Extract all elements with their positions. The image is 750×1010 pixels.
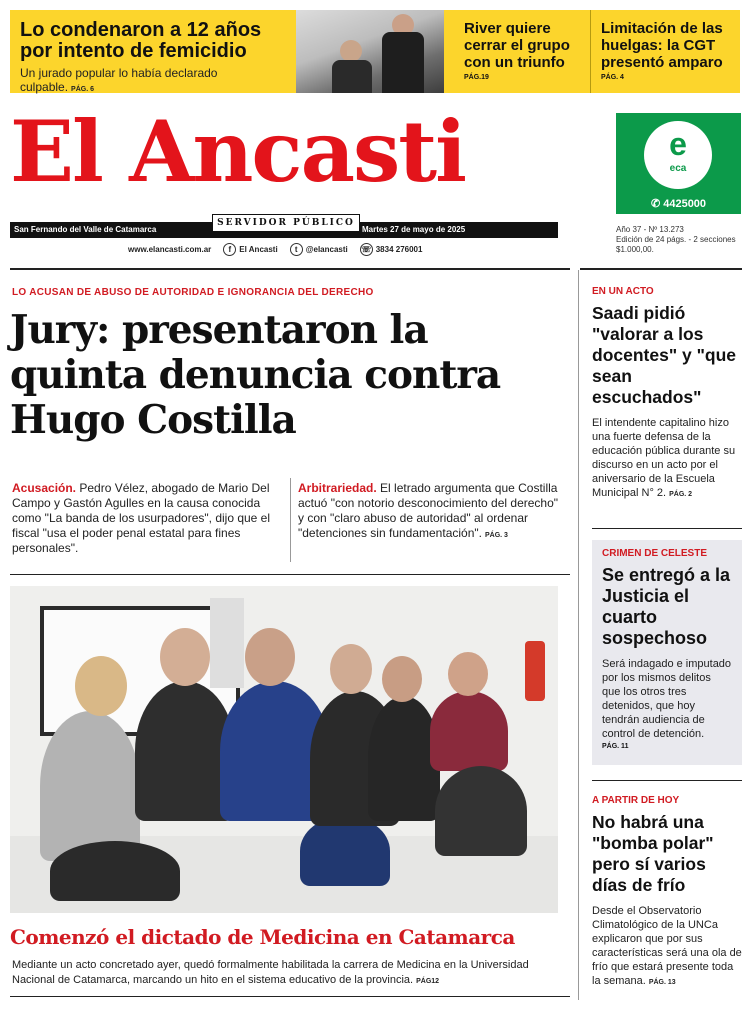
photo-story-text: Mediante un acto concretado ayer, quedó formalmente habilitada la carrera de Medicina en la Universidad Nacional de Catamarca, marcando un hito en el sistema educativo de la provincia. PÁG12 (12, 959, 529, 986)
newspaper-logo[interactable]: El Ancasti (10, 102, 466, 201)
twitter-link[interactable]: t @elancasti (290, 243, 348, 256)
divider (592, 528, 742, 529)
masthead-location: San Fernando del Valle de Catamarca (14, 225, 157, 234)
promo-femicidio-text: Un jurado popular lo había declarado culpable. PÁG. 6 (20, 66, 218, 94)
contacts-row (128, 243, 422, 256)
promo-river-page: PÁG.19 (464, 74, 489, 81)
eca-e-icon: e (669, 126, 687, 162)
main-column-2: Arbitrariedad. El letrado argumenta que Costilla actuó "con notorio desconocimiento del derecho" y con "claro abuso de autoridad" al ordenar "detenciones sin fundamentación". PÁG. 3 (298, 481, 559, 540)
divider (10, 996, 570, 997)
medicina-photo (10, 586, 558, 913)
promo-cgt-title: Limitación de las huelgas: la CGT presentó amparo (601, 20, 723, 71)
twitter-icon: t (290, 243, 303, 256)
masthead-date: Martes 27 de mayo de 2025 (362, 225, 466, 234)
eca-phone: ✆ 4425000 (650, 198, 707, 210)
main-kicker: LO ACUSAN DE ABUSO DE AUTORIDAD E IGNORANCIA DEL DERECHO (12, 287, 374, 298)
sidebar-headline: Se entregó a la Justicia el cuarto sospechoso (602, 565, 731, 648)
promo-femicidio-title: Lo condenaron a 12 años por intento de femicidio (20, 19, 262, 62)
website-link[interactable]: www.elancasti.com.ar (128, 245, 212, 254)
sidebar-text: El intendente capitalino hizo una fuerte defensa de la educación pública durante su discurso en un acto por el aniversario de la Escuela Municipal N° 2. PÁG. 2 (592, 417, 736, 499)
whatsapp-icon: ☏ (361, 245, 372, 254)
whatsapp-link[interactable]: ☏ 3834 276001 (361, 245, 423, 254)
sidebar-story-celeste[interactable] (592, 540, 742, 765)
promo-river-title: River quiere cerrar el grupo con un triunfo (464, 20, 570, 71)
promo-river[interactable] (444, 10, 590, 93)
divider (10, 268, 570, 270)
promo-photo (296, 10, 444, 93)
sidebar-text: Desde el Observatorio Climatológico de la UNCa explicaron que por sus características será una ola de frío que estará presente toda la semana. PÁG. 13 (592, 905, 742, 987)
sidebar-story-frio[interactable] (592, 795, 742, 990)
promo-cgt[interactable] (590, 10, 740, 93)
masthead-tagline: SERVIDOR PÚBLICO (212, 214, 360, 232)
column-divider (290, 478, 291, 562)
divider (592, 780, 742, 781)
sidebar-kicker: A PARTIR DE HOY (592, 795, 680, 806)
fire-extinguisher (525, 641, 545, 701)
sidebar-page: PÁG. 11 (602, 743, 629, 750)
edition-info: Año 37 - Nº 13.273 Edición de 24 págs. - 2 secciones $1.000,00. (616, 225, 736, 254)
promo-cgt-page: PÁG. 4 (601, 74, 624, 81)
sidebar-headline: No habrá una "bomba polar" pero sí varios días de frío (592, 812, 714, 895)
sidebar-kicker: CRIMEN DE CELESTE (602, 548, 708, 559)
divider (580, 268, 742, 270)
main-headline[interactable]: Jury: presentaron la quinta denuncia contra Hugo Costilla (10, 307, 501, 443)
eca-advertisement[interactable] (616, 113, 741, 214)
column-divider (578, 270, 579, 1000)
photo-story-headline[interactable]: Comenzó el dictado de Medicina en Catamarca (10, 925, 515, 949)
facebook-icon: f (223, 243, 236, 256)
sidebar-headline: Saadi pidió "valorar a los docentes" y "que sean escuchados" (592, 303, 736, 407)
facebook-link[interactable]: f El Ancasti (223, 243, 277, 256)
sidebar-text: Será indagado e imputado por los mismos delitos que los otros tres detenidos, que hoy tendrán audiencia de control de detención. (602, 658, 732, 740)
sidebar-kicker: EN UN ACTO (592, 286, 654, 297)
sidebar-story-saadi[interactable] (592, 286, 742, 502)
promo-femicidio[interactable] (10, 10, 296, 93)
main-column-1: Acusación. Pedro Vélez, abogado de Mario Del Campo y Gastón Agulles en la causa conocida como "La banda de los usurpadores", dijo que el fiscal "usa el poder penal estatal para fines personales". (12, 481, 271, 555)
eca-logo: e eca (644, 121, 712, 189)
divider (10, 574, 570, 575)
